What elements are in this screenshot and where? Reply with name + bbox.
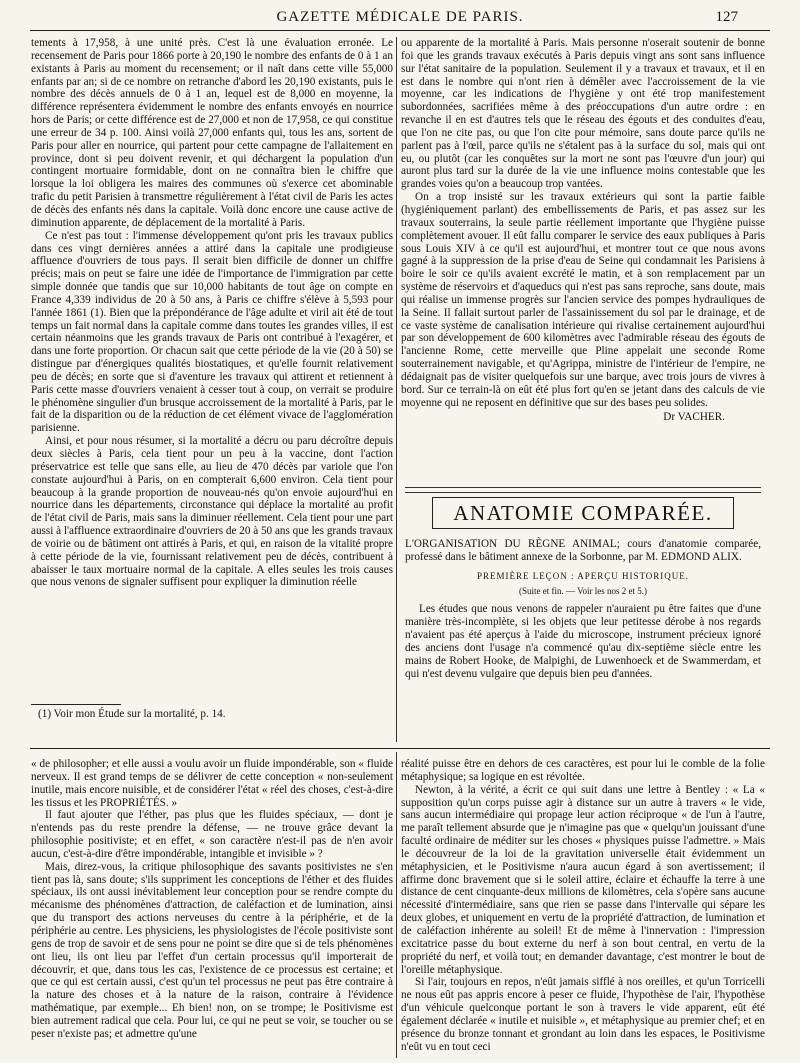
paragraph: Les études que nous venons de rappeler n'auraient pu être faites que d'une manière très-incomplète, si les objets que leur petitesse dérobe à nos regards n'avaient pas été aperçus à l'aide du microscope, instrument précieux ignoré des anciens dont l'usage n'a commencé qu'au dix-septième siècle entre les mains de Robert Hooke, de Malpighi, de Luwenhoeck et de Swammerdam, et qui n'est devenu vulgaire que depuis bien peu d'années. — [405, 603, 761, 680]
paragraph: réalité puisse être en dehors de ces caractères, est pour lui le comble de la folie métaphysique; sa logique en est révoltée. — [401, 758, 765, 783]
right-column-text — [401, 37, 765, 482]
paragraph: On a trop insisté sur les travaux extérieurs qui sont la partie faible (hygiéniquement parlant) des embellissements de Paris, et pas assez sur les travaux souterrains, la seule partie réellement importante que l'hygiène puisse complètement avouer. Il eût fallu comparer le service des eaux publiques à Paris sous Louis XIV à ce qu'il est aujourd'hui, et montrer tout ce que nous avons gagné à la suppression de la prise d'eau de Seine qui condamnait les Parisiens à boire le soir ce qu'ils avaient excrété le matin, et à son remplacement par un système de réservoirs et d'aqueducs qui n'est pas sans reproche, sans doute, mais qui réalise un immense progrès sur l'ancien service des pompes hydrauliques de la Seine. Il fallait surtout parler de l'assainissement du sol par le drainage, et de ce vaste système de canalisation intérieure qui rivalise certainement aujourd'hui par son développement de 600 kilomètres avec l'admirable réseau des égouts de l'ancienne Rome, cette merveille que Pline appelait une seconde Rome souterrainement navigable, et qu'Agrippa, ministre de l'intérieur de l'empire, ne dédaignait pas de visiter quelquefois sur une barque, avec trois jours de vivres à bord. Sur ce terrain-là on eût été plus fort qu'en se jetant dans des calculs de vie moyenne qui ne reposent en définitive que sur des bases peu solides. — [401, 191, 765, 409]
page-number: 127 — [715, 9, 738, 25]
column-divider-top — [396, 37, 397, 742]
page-header — [0, 0, 800, 30]
paragraph: Ainsi, et pour nous résumer, si la mortalité a décru ou paru décroître depuis deux siècles à Paris, cela tient pour un peu à la vaccine, dont l'action préservatrice est telle que sans elle, au lieu de 470 décès par variole que l'on constate aujourd'hui à Paris, on en compterait 6,600 environ. Cela tient pour beaucoup à la grande proportion de nouveau-nés qu'on envoie aujourd'hui en nourrice dans les départements, circonstance qui déplace la mortalité au profit de l'état civil de Paris, mais sans la diminuer réellement. Cela tient pour une part aussi à l'affluence extraordinaire d'ouvriers de 20 à 50 ans que les grands travaux de voirie ou de bâtiment ont attirés à Paris, et qui, en raison de la vitalité propre à cette période de la vie, fournissant relativement peu de décès, contribuent à abaisser le taux mortuaire normal de la capitale. A elles seules les trois causes que nous venons de signaler suffisent pour expliquer la diminution réelle — [31, 435, 393, 589]
section-title: ANATOMIE COMPARÉE. — [432, 497, 734, 529]
author-signature: Dr VACHER. — [663, 411, 725, 424]
paragraph: « de philosopher; et elle aussi a voulu avoir un fluide impondérable, son « fluide nerveux. Il est grand temps de se délivrer de cette conception « non-seulement inutile, mais encore nuisible, et de considérer l'état « réel des choses, c'est-à-dire les tissus et les PROPRIÉTÉS. » — [31, 758, 393, 809]
paragraph: Il faut ajouter que l'éther, pas plus que les fluides spéciaux, — dont je n'entends pas du reste prendre la défense, — ne trouve grâce devant la philosophie positiviste; et en effet, « son caractère n'est-il pas de n'en avoir aucun, c'est-à-dire d'être impondérable, intangible et invisible » ? — [31, 809, 393, 860]
paragraph: Mais, direz-vous, la critique philosophique des savants positivistes ne s'en tient pas là, sans doute; s'ils suppriment les conceptions de l'éther et des fluides spéciaux, ils ont aussi inévitablement leur conception pour se rendre compte du mécanisme des phénomènes d'attraction, de caléfaction et de lumination, ainsi que du transport des actions nerveuses du centre à la périphérie, et de la périphérie au centre. Les physiciens, les physiologistes de l'école positiviste sont gens de trop de savoir et de sens pour ne point se dire que si de tels phénomènes ont lieu, ils ont lieu par l'effet d'un certain processus qu'il importerait de découvrir, et que, dans tous les cas, l'existence de ce processus est certaine; et que ce qui est certain aussi, c'est qu'un tel processus ne peut pas être contraire à la nature des choses et à la nature de la raison, contraire à l'évidence mathématique, par exemple... Eh bien! non, on se trompe; le Positivisme est bien autrement radical que cela. Pour lui, ce qui ne peut se voir, se toucher ou se peser n'existe pas; et admettre qu'une — [31, 860, 393, 1040]
footnote-rule — [31, 704, 121, 705]
journal-title: GAZETTE MÉDICALE DE PARIS. — [276, 9, 524, 25]
paragraph: Ce n'est pas tout : l'immense développement qu'ont pris les travaux publics dans ces vingt dernières années a attiré dans la capitale une prodigieuse affluence d'ouvriers de tous pays. Il serait bien difficile de donner un chiffre précis; mais on peut se faire une idée de l'importance de l'immigration par cette simple donnée que tandis que sur 10,000 habitants de tout âge on compte en France 4,339 individus de 20 à 50 ans, à Paris ce chiffre s'élève à 5,593 pour l'année 1861 (1). Bien que la prépondérance de l'âge adulte et viril ait été de tout temps un fait normal dans la capitale comme dans toutes les grandes villes, il est certain néanmoins que les grands travaux de Paris ont contribué à l'exagérer, et dans une forte proportion. Or chacun sait que cette période de la vie (20 à 50) se distingue par d'énergiques qualités biostatiques, et qu'elle fournit relativement peu de décès; en sorte que si d'aventure les travaux qui attirent et retiennent à Paris cette masse d'ouvriers venaient à cesser tout à coup, on verrait se produire le phénomène singulier d'un brusque accroissement de la mortalité à Paris, par le fait de la disparition ou de la réduction de cet élément vivace de l'agglomération parisienne. — [31, 229, 393, 435]
section-separator — [405, 492, 761, 493]
left-column-text — [31, 37, 393, 692]
mid-page-rule — [30, 748, 770, 749]
column-divider-bottom — [396, 752, 397, 1058]
paragraph: tements à 17,958, à une unité près. C'est là une évaluation erronée. Le recensement de Paris pour 1866 porte à 20,190 le nombre des enfants de 0 à 1 an existants à Paris au moment du recensement; or il naît dans cette ville 55,000 enfants par an; si de ce nombre on retranche d'abord les 20,190 existants, puis le nombre des décès annuels de 0 à 1 an, lequel est de 8,000 en moyenne, la différence représentera évidemment le nombre des enfants envoyés en nourrice hors de Paris; or cette différence est de 27,000 et non de 17,958, ce qui constitue une erreur de 34 p. 100. Ainsi voilà 27,000 enfants qui, tous les ans, sortent de Paris pour aller en nourrice, qui partent pour cette campagne de l'allaitement en province, dont si peu doivent revenir, et qui déchargent la population d'un contingent mortuaire formidable, dont on ne connaîtra bien le chiffre que lorsque la loi obligera les maires des communes où s'exerce cet abominable trafic du petit Parisien à transmettre régulièrement à l'état civil de Paris les actes de décès des enfants nés dans la capitale. Voilà donc encore une cause active de diminution apparente, de déplacement de la mortalité à Paris. — [31, 37, 393, 229]
header-rule — [30, 30, 770, 31]
bottom-right-column-text — [401, 758, 765, 1058]
continuation-note: (Suite et fin. — Voir les nos 2 et 5.) — [519, 585, 647, 596]
section-heading — [401, 497, 765, 531]
bottom-left-column-text — [31, 758, 393, 1058]
paragraph: Newton, à la vérité, a écrit ce qui suit dans une lettre à Bentley : « La « supposition qu'un corps puisse agir à distance sur un autre à travers « le vide, sans aucun intermédiaire qui propage leur action réciproque « de l'un à l'autre, me paraît tellement absurde que je n'imagine pas que « quelqu'un jouissant d'une faculté ordinaire de méditer sur les choses « physiques puisse l'admettre. » Mais le découvreur de la loi de la gravitation universelle était évidemment un métaphysicien, et le Positivisme n'aura aucun égard à son avertissement; il affirme donc bravement que si le soleil attire, éclaire et échauffe la terre à une distance de cent cinquante-deux millions de kilomètres, cela s'opère sans aucune nécessité d'intermédiaire, sans que rien se passe dans l'intervalle qui sépare les deux globes, et uniquement en vertu de la propriété d'attraction, de lumination et de caléfaction inhérente au soleil! Et de même à l'innervation : l'impression excitatrice passe du bout externe du nerf à son bout central, en vertu de la propriété du nerf, et voilà tout; en demander davantage, c'est montrer le bout de l'oreille métaphysique. — [401, 783, 765, 976]
footnote: (1) Voir mon Étude sur la mortalité, p. 14. — [38, 708, 226, 720]
paragraph: ou apparente de la mortalité à Paris. Mais personne n'oserait soutenir de bonne foi que les grands travaux exécutés à Paris depuis vingt ans sont sans influence sur l'état sanitaire de la population. Seulement il y a travaux et travaux, et il en est dans le nombre qui n'ont rien à démêler avec l'accroissement de la vie moyenne, car les indications de l'hygiène y ont été trop manifestement subordonnées, sacrifiées même à des préoccupations d'un autre ordre : en revanche il en est d'autres tels que le réseau des égouts et des conduites d'eau, que l'on ne cite pas, ou que l'on cite pour mémoire, sans doute parce qu'ils ne parlent pas à l'œil, parce qu'ils ne s'étalent pas à la surface du sol, mais qui ont eu, ou plutôt (car les conquêtes sur la mort ne sont pas l'œuvre d'un jour) qui auront plus tard sur la durée de la vie une influence moins contestable que les grandes voies qu'on a beaucoup trop vantées. — [401, 37, 765, 191]
section-intro: L'ORGANISATION DU RÈGNE ANIMAL; cours d'anatomie comparée, professé dans le bâtiment annexe de la Sorbonne, par M. EDMOND ALIX. — [405, 538, 761, 563]
section-body — [405, 538, 761, 680]
section-separator — [405, 487, 761, 488]
lecture-heading: PREMIÈRE LEÇON : APERÇU HISTORIQUE. — [476, 570, 690, 581]
paragraph: Si l'air, toujours en repos, n'eût jamais sifflé à nos oreilles, et qu'un Torricelli ne nous eût pas appris encore à peser ce fluide, l'hypothèse de l'air, l'hypothèse d'un véhicule quelconque portant le son à travers le vide apparent, eût été également déclarée « inutile et nuisible », et métaphysique au premier chef; et en présence du bronze tonnant et grondant au loin dans les espaces, le Positivisme n'eût vu en tout ceci — [401, 976, 765, 1053]
